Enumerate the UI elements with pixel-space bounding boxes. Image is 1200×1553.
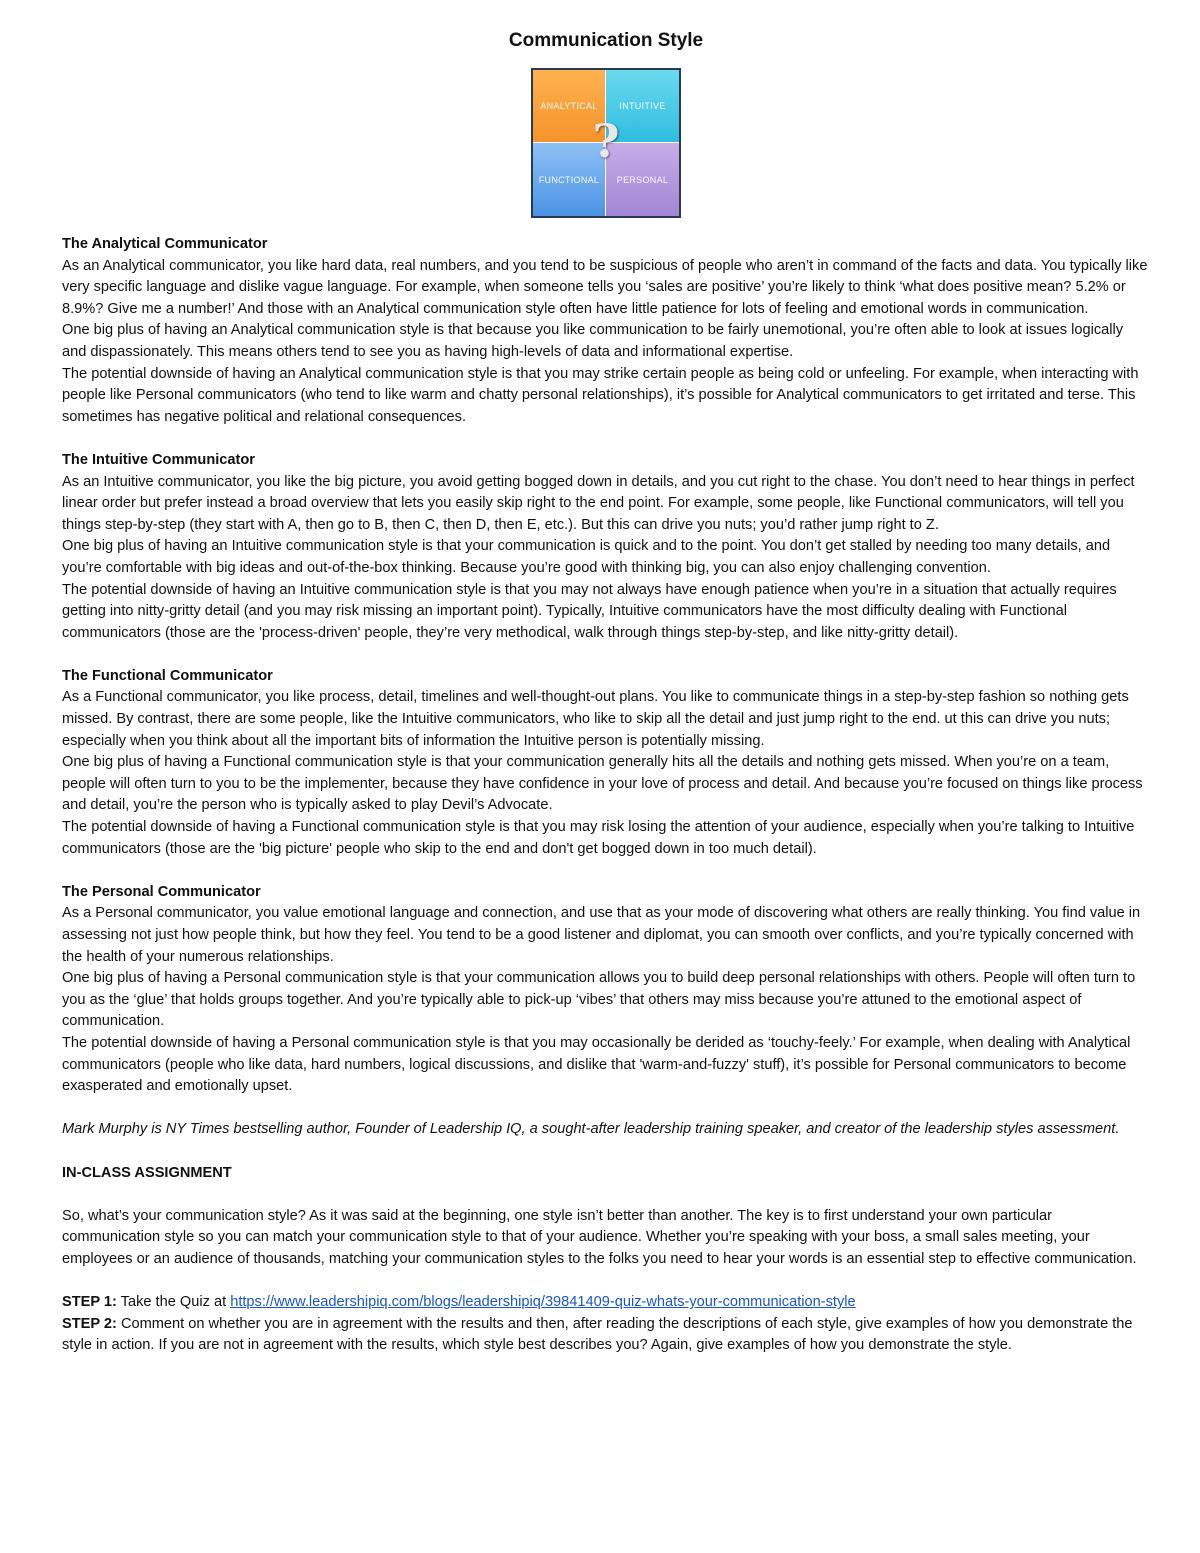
paragraph: The potential downside of having a Personal communication style is that you may occasionally be derided as ‘touchy-feely.’ For example, when dealing with Analytical communicators (people who like data, hard numbers, logical discussions, and dislike that 'warm-and-fuzzy' stuff), it’s possible for Personal communicators to become exasperated and emotionally upset. — [62, 1034, 1131, 1095]
assignment-steps — [62, 1292, 1150, 1357]
paragraph: The potential downside of having a Functional communication style is that you may risk losing the attention of your audience, especially when you’re talking to Intuitive communicators (those are the 'big picture' people who skip to the end and don't get bogged down in too much detail). — [62, 819, 1135, 857]
quadrant-functional: FUNCTIONAL — [533, 143, 606, 216]
quadrant-analytical: ANALYTICAL — [533, 70, 606, 143]
assignment-intro-block — [62, 1206, 1150, 1271]
paragraph: As a Personal communicator, you value emotional language and connection, and use that as your mode of discovering what others are really thinking. You find value in assessing not just how people think, but how they feel. You tend to be a good listener and diplomat, you can smooth over conflicts, and you’re typically concerned with the health of your numerous relationships. — [62, 905, 1141, 965]
paragraph: As an Intuitive communicator, you like the big picture, you avoid getting bogged down in details, and you cut right to the chase. You don’t need to hear things in perfect linear order but prefer instead a broad overview that lets you easily skip right to the end point. For example, some people, like Functional communicators, will tell you things step-by-step (they start with A, then go to B, then C, then D, then E, etc.). But this can drive you nuts; you’d rather jump right to Z. — [62, 473, 1135, 533]
paragraph: The potential downside of having an Analytical communication style is that you may strike certain people as being cold or unfeeling. For example, when interacting with people like Personal communicators (who tend to like warm and chatty personal relationships), it’s possible for Analytical communicators to get irritated and terse. This sometimes has negative political and relational consequences. — [62, 365, 1139, 425]
quadrant-intuitive: INTUITIVE — [606, 70, 679, 143]
paragraph: One big plus of having an Analytical communication style is that because you like communication to be fairly unemotional, you’re often able to look at issues logically and dispassionately. This means others tend to see you as having high-levels of data and informational expertise. — [62, 322, 1124, 360]
section-heading: The Personal Communicator — [62, 883, 261, 900]
section-functional — [62, 666, 1150, 860]
section-heading: The Analytical Communicator — [62, 236, 268, 252]
section-analytical — [62, 234, 1150, 428]
communication-style-quadrant-figure — [531, 68, 681, 218]
assignment-heading: IN-CLASS ASSIGNMENT — [62, 1164, 232, 1181]
step-2 — [62, 1314, 1150, 1357]
step-1-label: STEP 1: — [62, 1294, 117, 1311]
document-body — [62, 234, 1150, 1357]
step-1 — [62, 1292, 1150, 1314]
quiz-link[interactable]: https://www.leadershipiq.com/blogs/leadershipiq/39841409-quiz-whats-your-communication-style — [230, 1294, 856, 1311]
assignment-intro: So, what’s your communication style? As it was said at the beginning, one style isn’t better than another. The key is to first understand your own particular communication style so you can match your communication style to that of your audience. Whether you’re speaking with your boss, a small sales meeting, your employees or an audience of thousands, matching your communication styles to the folks you need to hear your words is an essential step to effective communication. — [62, 1207, 1137, 1267]
document-page — [62, 28, 1150, 1357]
section-intuitive — [62, 450, 1150, 644]
author-note-block — [62, 1119, 1150, 1141]
paragraph: One big plus of having a Personal communication style is that your communication allows you to build deep personal relationships with others. People will often turn to you as the ‘glue’ that holds groups together. And you’re typically able to pick-up ‘vibes’ that others may miss because you’re attuned to the emotional aspect of communication. — [62, 970, 1136, 1030]
assignment-heading-block — [62, 1163, 1150, 1185]
document-title: Communication Style — [508, 30, 704, 51]
step-1-text: Take the Quiz at — [116, 1294, 231, 1311]
paragraph: The potential downside of having an Intuitive communication style is that you may not always have enough patience when you’re in a situation that actually requires getting into nitty-gritty detail (and you may risk missing an important point). Typically, Intuitive communicators have the most difficulty dealing with Functional communicators (those are the 'process-driven' people, they’re very methodical, walk through things step-by-step, and like nitty-gritty detail). — [62, 581, 1117, 641]
paragraph: As a Functional communicator, you like process, detail, timelines and well-thought-out plans. You like to communicate things in a step-by-step fashion so nothing gets missed. By contrast, there are some people, like the Intuitive communicators, who like to skip all the detail and just jump right to the end. ut this can drive you nuts; especially when you think about all the important bits of information the Intuitive person is potentially missing. — [62, 689, 1129, 749]
section-personal — [62, 882, 1150, 1098]
paragraph: As an Analytical communicator, you like hard data, real numbers, and you tend to be suspicious of people who aren’t in command of the facts and data. You typically like very specific language and dislike vague language. For example, when someone tells you ‘sales are positive’ you’re likely to think ‘what does positive mean? 5.2% or 8.9%? Give me a number!’ And those with an Analytical communication style often have little patience for lots of feeling and emotional words in communication. — [62, 257, 1148, 317]
author-note: Mark Murphy is NY Times bestselling author, Founder of Leadership IQ, a sought-after leadership training speaker, and creator of the leadership styles assessment. — [62, 1121, 1120, 1138]
question-mark-icon: ? — [592, 113, 620, 168]
step-2-label: STEP 2: — [62, 1315, 117, 1332]
paragraph: One big plus of having a Functional communication style is that your communication generally hits all the details and nothing gets missed. When you’re on a team, people will often turn to you to be the implementer, because they have confidence in your love of process and detail. And because you’re focused on things like process and detail, you’re the person who is typically asked to play Devil’s Advocate. — [62, 754, 1143, 814]
quadrant-personal: PERSONAL — [606, 143, 679, 216]
section-heading: The Intuitive Communicator — [62, 451, 255, 468]
section-heading: The Functional Communicator — [62, 667, 273, 684]
paragraph: One big plus of having an Intuitive communication style is that your communication is quick and to the point. You don’t get stalled by needing too many details, and you’re comfortable with big ideas and out-of-the-box thinking. Because you’re good with thinking big, you can also enjoy challenging convention. — [62, 538, 1111, 576]
step-2-text: Comment on whether you are in agreement with the results and then, after reading the descriptions of each style, give examples of how you demonstrate the style in action. If you are not in agreement with the results, which style best describes you? Again, give examples of how you demonstrate the style. — [62, 1315, 1133, 1354]
